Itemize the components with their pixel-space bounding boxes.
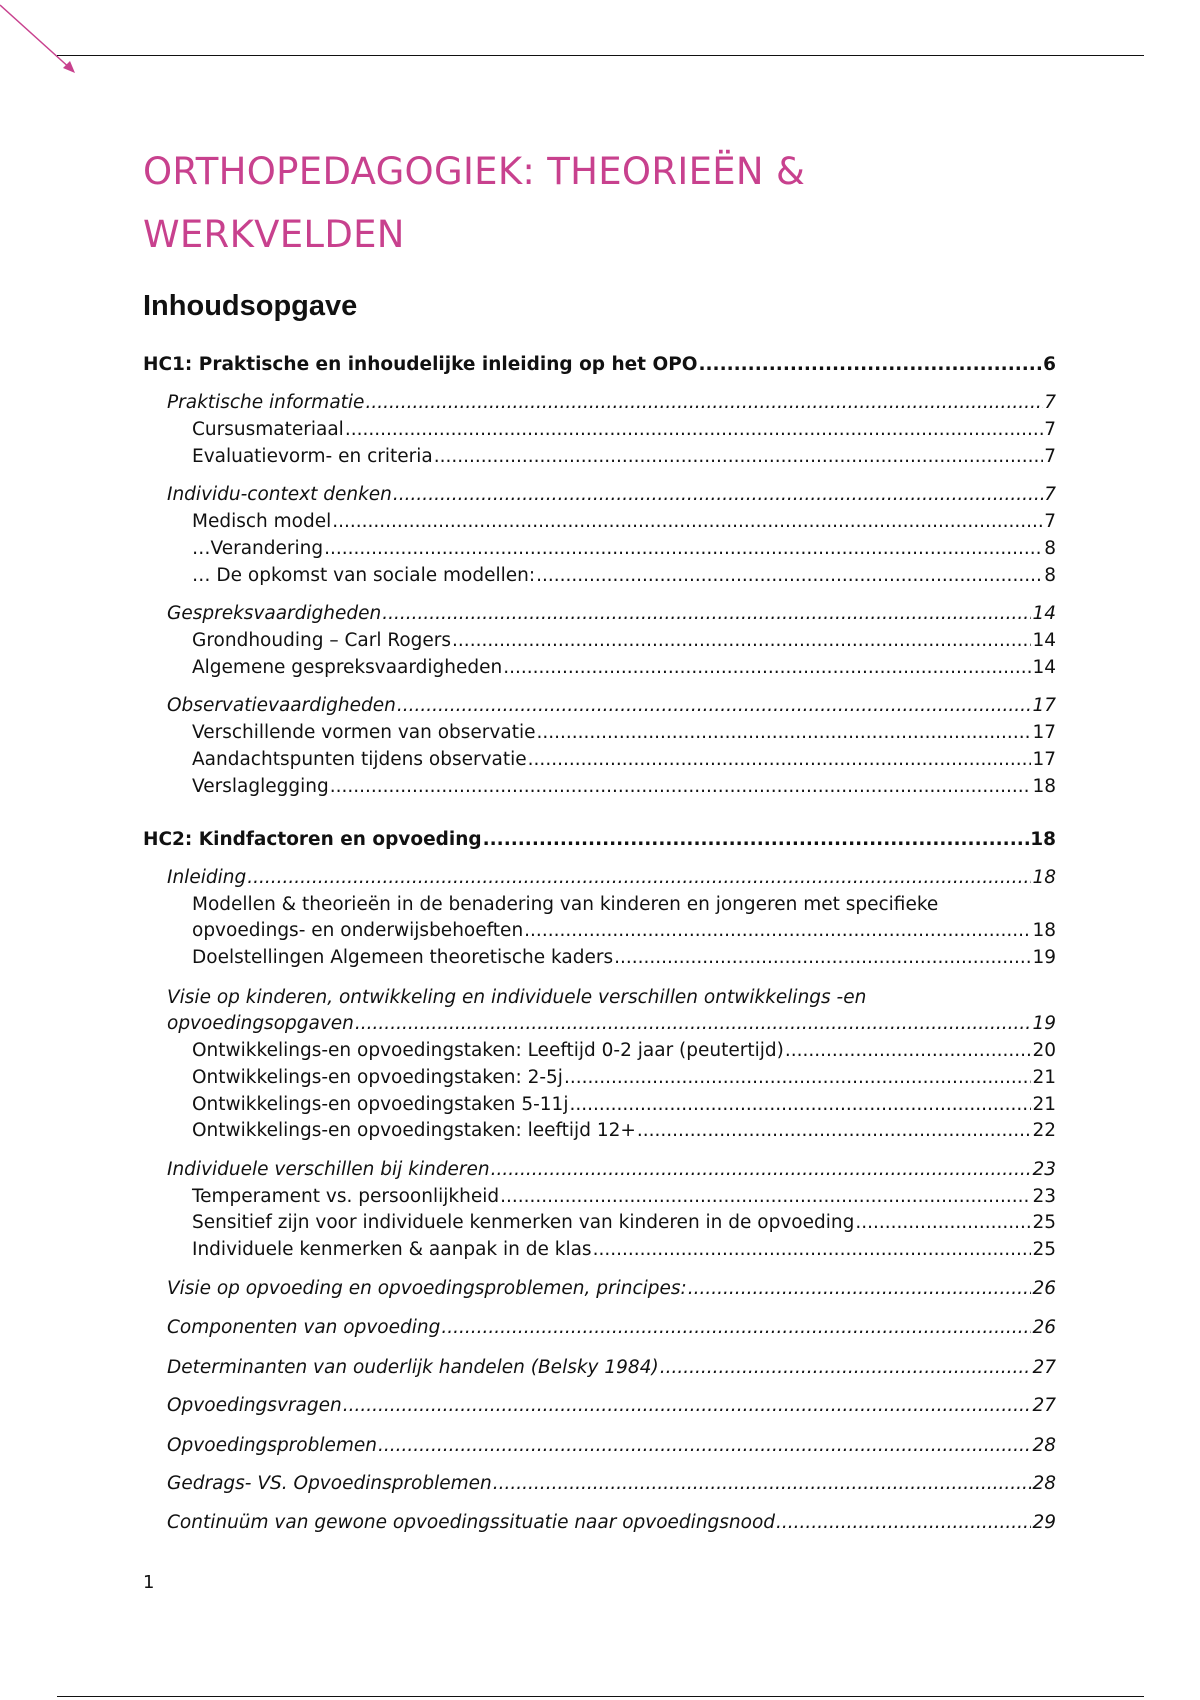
toc-entry[interactable]: Individu-context denken ..... 7	[167, 482, 1056, 508]
toc-entry-hc1[interactable]: HC1: Praktische en inhoudelijke inleiding op het OPO ..... 6	[143, 352, 1056, 378]
toc-entry[interactable]: …Verandering ..... 8	[192, 536, 1056, 562]
toc-entry[interactable]: Doelstellingen Algemeen theoretische kaders ..... 19	[192, 945, 1056, 971]
toc-entry[interactable]: Ontwikkelings-en opvoedingstaken: Leeftijd 0-2 jaar (peutertijd) ..... 20	[192, 1038, 1056, 1064]
toc-entry[interactable]: Aandachtspunten tijdens observatie ..... 17	[192, 747, 1056, 773]
toc-entry[interactable]: Cursusmateriaal ..... 7	[192, 417, 1056, 443]
toc-entry[interactable]: Praktische informatie ..... 7	[167, 390, 1056, 416]
toc-entry[interactable]: Visie op opvoeding en opvoedingsproblemen, principes: ..... 26	[167, 1276, 1056, 1302]
title-line-2: WERKVELDEN	[143, 213, 405, 256]
toc-entry[interactable]: Visie op kinderen, ontwikkeling en individuele verschillen ontwikkelings -en opvoedingsopgaven ..... 19	[167, 985, 1056, 1037]
toc-entry[interactable]: Sensitief zijn voor individuele kenmerken van kinderen in de opvoeding ..... 25	[192, 1210, 1056, 1236]
toc-entry[interactable]: Individuele verschillen bij kinderen ..... 23	[167, 1157, 1056, 1183]
title-line-1: ORTHOPEDAGOGIEK: THEORIEËN &	[143, 150, 806, 193]
document-title	[143, 140, 1043, 266]
toc-entry[interactable]: Inleiding ..... 18	[167, 865, 1056, 891]
corner-arrow-icon	[0, 0, 80, 80]
toc-entry[interactable]: Observatievaardigheden ..... 17	[167, 693, 1056, 719]
toc-entry[interactable]: Opvoedingsvragen ..... 27	[167, 1393, 1056, 1419]
toc-entry[interactable]: Determinanten van ouderlijk handelen (Belsky 1984) ..... 27	[167, 1355, 1056, 1381]
toc-entry[interactable]: Algemene gespreksvaardigheden ..... 14	[192, 655, 1056, 681]
page-number: 1	[143, 1572, 155, 1593]
toc-entry[interactable]: Opvoedingsproblemen ..... 28	[167, 1433, 1056, 1459]
toc-entry[interactable]: Ontwikkelings-en opvoedingstaken: leeftijd 12+ ..... 22	[192, 1118, 1056, 1144]
toc-entry[interactable]: Ontwikkelings-en opvoedingstaken: 2-5j ..... 21	[192, 1065, 1056, 1091]
header-rule	[57, 55, 1144, 56]
toc-entry[interactable]: Gespreksvaardigheden ..... 14	[167, 601, 1056, 627]
toc-entry[interactable]: Gedrags- VS. Opvoedinsproblemen ..... 28	[167, 1471, 1056, 1497]
toc-entry[interactable]: Grondhouding – Carl Rogers ..... 14	[192, 628, 1056, 654]
toc-entry[interactable]: Modellen & theorieën in de benadering van kinderen en jongeren met specifieke opvoedings- en onderwijsbehoeften ..... 18	[192, 892, 1056, 944]
toc-entry[interactable]: Verslaglegging ..... 18	[192, 774, 1056, 800]
toc-entry[interactable]: Medisch model ..... 7	[192, 509, 1056, 535]
toc-entry[interactable]: Continuüm van gewone opvoedingssituatie naar opvoedingsnood ..... 29	[167, 1510, 1056, 1536]
toc-entry[interactable]: Ontwikkelings-en opvoedingstaken 5-11j ..... 21	[192, 1092, 1056, 1118]
footer-rule	[57, 1696, 1144, 1697]
toc-entry[interactable]: Verschillende vormen van observatie ..... 17	[192, 720, 1056, 746]
toc-entry[interactable]: … De opkomst van sociale modellen: ..... 8	[192, 563, 1056, 589]
toc-entry[interactable]: Individuele kenmerken & aanpak in de klas ..... 25	[192, 1237, 1056, 1263]
toc-entry-hc2[interactable]: HC2: Kindfactoren en opvoeding ..... 18	[143, 827, 1056, 853]
toc-entry[interactable]: Evaluatievorm- en criteria ..... 7	[192, 444, 1056, 470]
toc-heading: Inhoudsopgave	[143, 290, 358, 322]
toc-entry[interactable]: Temperament vs. persoonlijkheid ..... 23	[192, 1184, 1056, 1210]
toc-entry[interactable]: Componenten van opvoeding ..... 26	[167, 1315, 1056, 1341]
